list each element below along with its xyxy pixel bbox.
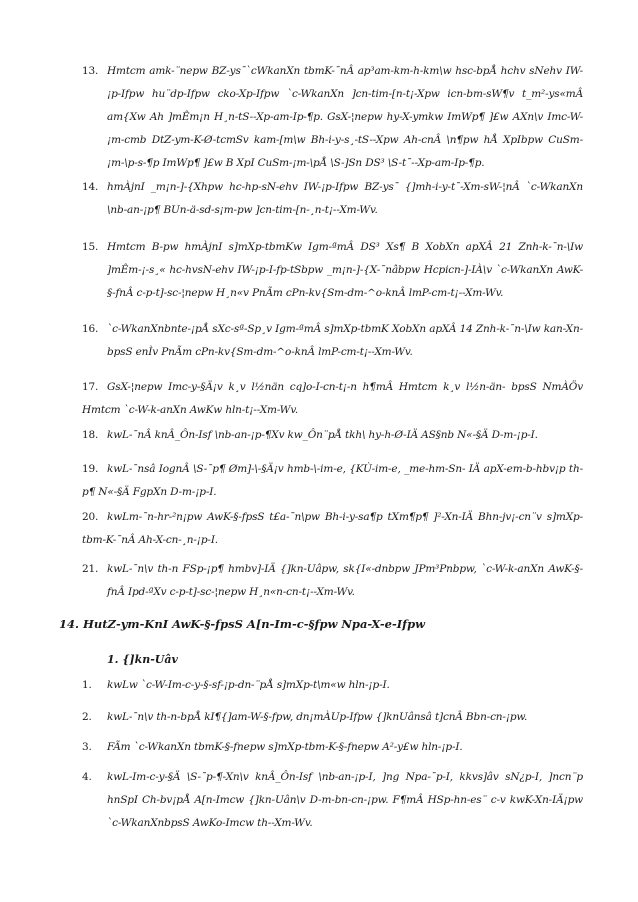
item-text: kwL-¯nÂ knÂ_Ôn-Isf \nb-an-¡p-¶Xv kw_Ôn¨pÅ tkh\ hy-h-Ø-IÄ AS§nb N«-§Ä D-m-¡p-I.	[107, 429, 538, 441]
item-number: 18.	[82, 429, 99, 441]
item-text: kwLm-¯n-hr-²n¡pw AwK-§-fpsS t£a-¯n\pw Bh-i-y-sa¶p tXm¶p¶ ]²-Xn-IÄ Bhn-jv¡-cn¨v s]mXp-tbm-K-¯nÂ Ah-X-cn-¸n-¡p-I.	[82, 511, 583, 546]
item-text: kwL-¯n\v th-n FSp-¡p¶ hmbv]-IÄ {]kn-Uâpw, sk{I«-dnbpw JPm³Pnbpw, `c-W-k-anXn AwK-§-fnÂ Ipd-ªXv c-p-t]-sc-¦nepw H¸n«n-cn-t¡--Xm-Wv.	[107, 563, 583, 598]
item-number: 16.	[82, 323, 99, 335]
item-text: kwL-¯n\v th-n-bpÅ kI¶{]am-W-§-fpw, dn¡mÀUp-Ifpw {]knUânsâ t]cnÂ Bbn-cn-¡pw.	[107, 711, 528, 723]
item-number: 19.	[82, 463, 99, 475]
item-number: 14.	[82, 181, 99, 193]
item-text: kwL-Im-c-y-§Ä \S-¯p-¶-Xn\v knÂ_Ôn-Isf \nb-an-¡p-I, ]ng Npa-¯p-I, kkvs]âv sN¿p-I, ]ncn¨p hnSpI Ch-bv¡pÅ A[n-Imcw {]kn-Uân\v D-m-bn-cn-¡pw. F¶mÂ HSp-hn-es¨ c-v kwK-Xn-IÄ¡pw `c-WkanXnbpsS AwKo-Imcw th--Xm-Wv.	[107, 771, 583, 829]
item-number: 17.	[82, 381, 99, 393]
item-text: GsX-¦nepw Imc-y-§Ä¡v k¸v l½nän cq]o-I-cn-t¡-n h¶mÂ Hmtcm k¸v l½n-än- bpsS NmÀÖv Hmtcm `c-W-k-anXn AwKw hln-t¡--Xm-Wv.	[82, 381, 583, 416]
item-number: 3.	[82, 741, 92, 753]
item-number: 21.	[82, 563, 99, 575]
item-number: 15.	[82, 241, 99, 253]
item-number: 4.	[82, 771, 92, 783]
item-text: `c-WkanXnbnte-¡pÅ sXc-sª-Sp¸v Igm-ªmÂ s]mXp-tbmK XobXn apXÂ 14 Znh-k-¯n-\Iw kan-Xn-bpsS enÌv PnÃm cPn-kv{Sm-dm-^o-knÂ lmP-cm-t¡--Xm-Wv.	[107, 323, 583, 358]
item-number: 20.	[82, 511, 99, 523]
item-number: 1.	[82, 679, 92, 691]
item-text: Hmtcm B-pw hmÀjnI s]mXp-tbmKw Igm-ªmÂ DS³ Xs¶ B XobXn apXÂ 21 Znh-k-¯n-\Iw ]mÊm-¡-s¸« hc-hvsN-ehv IW-¡p-I-fp-tSbpw _m¡n-]-{X-¯nâbpw Hcpicn-]-IÀ\v `c-WkanXn AwK-§-fnÂ c-p-t]-sc-¦nepw H¸n«v PnÃm cPn-kv{Sm-dm-^o-knÂ lmP-cm-t¡--Xm-Wv.	[107, 241, 583, 299]
item-text: FÃm `c-WkanXn tbmK-§-fnepw s]mXp-tbm-K-§-fnepw A²-y£w hln-¡p-I.	[107, 741, 463, 753]
item-text: hmÀjnI _m¡n-]-{Xhpw hc-hp-sN-ehv IW-¡p-Ifpw BZ-ys¯ {]mh-i-y-t¯-Xm-sW-¦nÂ `c-WkanXn \nb-an-¡p¶ BUn-ä-sd-s¡m-pw ]cn-tim-[n-¸n-t¡--Xm-Wv.	[107, 181, 583, 216]
item-text: kwL-¯nsâ IognÂ \S-¯p¶ Øm]-\-§Ä¡v hmb-\-im-e, {KÙ-im-e, _me-hm-Sn- IÄ apX-em-b-hbv¡p th-p¶ N«-§Ä FgpXn D-m-¡p-I.	[82, 463, 583, 498]
item-number: 2.	[82, 711, 92, 723]
item-number: 13.	[82, 65, 99, 77]
item-text: Hmtcm amk-¨nepw BZ-ys¯`cWkanXn tbmK-¯nÂ ap³am-km-h-km\w hsc-bpÅ hchv sNehv IW-¡p-Ifpw hu¨dp-Ifpw cko-Xp-Ifpw `c-WkanXn ]cn-tim-[n-t¡-Xpw icn-bm-sW¶v t_m²-ys«mÂ am{Xw Ah ]mÊm¡n H¸n-tS--Xp-am-Ip-¶p. GsX-¦nepw hy-X-ymkw ImWp¶ ]£w AXn\v Imc-W-¡m-cmb DtZ-ym-K-Ø-tcmSv kam-[m\w Bh-i-y-s¸-tS--Xpw Ah-cnÂ \n¶pw hÅ XpIbpw CuSm-¡m-\p-s-¶p ImWp¶ ]£w B XpI CuSm-¡m-\pÅ \S-]Sn DS³ \S-t¯--Xp-am-Ip-¶p.	[107, 65, 583, 169]
subsection-heading: 1. {]kn-Uâv	[107, 653, 178, 666]
item-text: kwLw `c-W-Im-c-y-§-sf-¡p-dn-¨pÅ s]mXp-t\m«w hln-¡p-I.	[107, 679, 390, 691]
section-heading: 14. HutZ-ym-KnI AwK-§-fpsS A[n-Im-c-§fpw Npa-X-e-Ifpw	[59, 617, 426, 631]
